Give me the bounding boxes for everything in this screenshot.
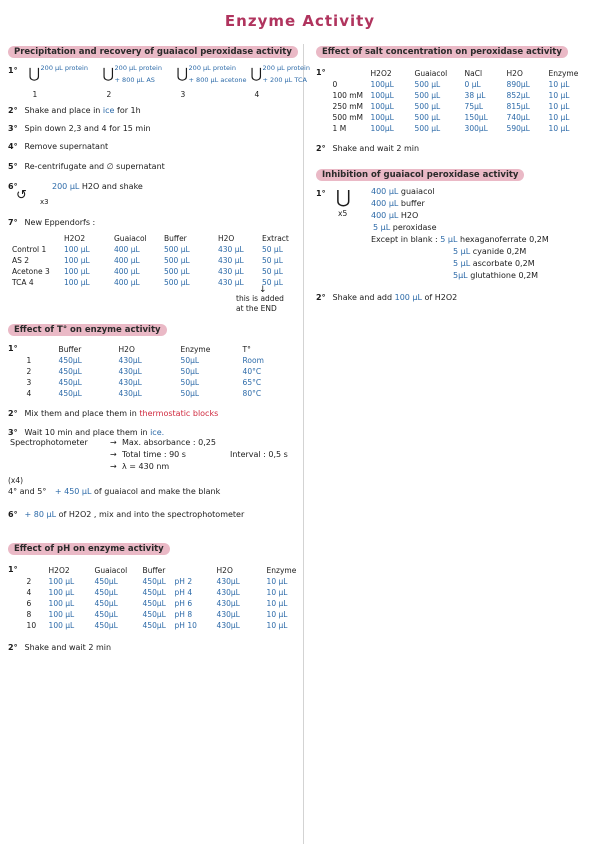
step-5: 5° Re-centrifugate and ∅ supernatant — [8, 162, 165, 171]
section-header-salt: Effect of salt concentration on peroxidase activity — [316, 46, 568, 58]
table-row: 1 450µL 430µL 50µL Room — [26, 356, 264, 365]
tube-label: 200 µL protein — [188, 64, 236, 72]
table-row: 250 mM 100µL 500 µL 75µL 815µL 10 µL — [332, 102, 570, 111]
list-item: 5 µL cyanide 0,2M — [453, 247, 527, 256]
reagent-list — [371, 187, 549, 283]
repeat-count: (x4) — [8, 476, 24, 485]
list-item: 5µL glutathione 0,2M — [453, 271, 539, 280]
tube-icon: ⋃ — [28, 66, 41, 82]
table-row: 2 450µL 430µL 50µL 40°C — [26, 367, 262, 376]
temp-step-4-5: 4° and 5° + 450 µL of guaiacol and make the blank — [8, 487, 221, 496]
table-row: 100 mM 100µL 500 µL 38 µL 852µL 10 µL — [332, 91, 570, 100]
salt-step-2: 2° Shake and wait 2 min — [316, 144, 420, 153]
salt-step-1: 1° H2O2 Guaiacol NaCl H2O Enzyme 0 100µL 500 µL 0 µL 890µL 10 µL 100 mM 100µL 500 µL 38 µL 852µL 10 µL 250 mM 100µL 500 µL 75µL 815µL 10 µL 500 mM 100µL 500 µL 150µL 740µL 10 µL 1 M 100µL 500 µL 300µL 590µL 10 µL — [316, 68, 579, 133]
arrow-right-icon: → — [110, 450, 117, 459]
list-item: 400 µL buffer — [371, 199, 425, 208]
table-row: AS 2 100 µL 400 µL 500 µL 430 µL 50 µL — [12, 256, 283, 265]
table-row: 2 100 µL 450µL 450µL pH 2 430µL 10 µL — [26, 577, 288, 586]
temp-step-1: 1° Buffer H2O Enzyme T° 1 450µL 430µL 50µL Room 2 450µL 430µL 50µL 40°C 3 450µL 430µL 50µL 65°C 4 450µL 430µL 50µL 80°C — [8, 344, 264, 398]
list-item: Except in blank : 5 µL hexaganoferrate 0,2M — [371, 235, 549, 244]
tube-icon: ⋃ — [102, 66, 115, 82]
table-row: TCA 4 100 µL 400 µL 500 µL 430 µL 50 µL — [12, 278, 283, 287]
list-item: 5 µL ascorbate 0,2M — [453, 259, 535, 268]
table-row: 8 100 µL 450µL 450µL pH 8 430µL 10 µL — [26, 610, 288, 619]
tube-number: 1 — [32, 90, 38, 99]
tube-number: 4 — [254, 90, 260, 99]
spectrophotometer-settings: Spectrophotometer → Max. absorbance : 0,25 → Total time : 90 s Interval : 0,5 s → λ = 430 nm — [10, 438, 288, 471]
loop-arrow-icon: ↺ — [16, 188, 27, 203]
step-4: 4° Remove supernatant — [8, 142, 109, 151]
ph-table: H2O2 Guaiacol Buffer H2O Enzyme 2 100 µL 450µL 450µL pH 2 430µL 10 µL 4 100 µL 450µL 450µL pH 4 430µL 10 µL 6 100 µL 450µL 450µL pH 6 430µL 10 µL 8 100 µL 450µL 450µL pH 8 430µL 10 µL 10 100 µL 450µL 450µL pH 10 430µL 10 µL — [26, 566, 297, 630]
temp-step-2: 2° Mix them and place them in thermostatic blocks — [8, 409, 219, 418]
tube-label: 200 µL protein — [40, 64, 88, 72]
tube-4 — [251, 64, 311, 102]
extract-note: ↓ this is added at the END — [236, 285, 284, 313]
temp-step-6: 6° + 80 µL of H2O2 , mix and into the spectrophotometer — [8, 510, 245, 519]
table-row: 4 100 µL 450µL 450µL pH 4 430µL 10 µL — [26, 588, 288, 597]
step-6: 6° ↺ 200 µL H2O and shake x3 — [8, 182, 143, 206]
section-header-inhibition: Inhibition of guaiacol peroxidase activity — [316, 169, 524, 181]
tube-1 — [29, 64, 89, 102]
column-divider — [303, 44, 304, 844]
tube-label: 200 µL protein — [262, 64, 310, 72]
table-row: 1 M 100µL 500 µL 300µL 590µL 10 µL — [332, 124, 570, 133]
tube-number: 2 — [106, 90, 112, 99]
left-column — [8, 46, 310, 652]
arrow-right-icon: → — [110, 438, 117, 447]
inhibition-step-1: 1° ⋃ x5 400 µL guaiacol 400 µL buffer 400 µL H2O 5 µL peroxidase Except in blank : 5 µL hexaganoferrate 0,2M 5 µL cyanide 0,2M 5 µL ascorbate 0,2M 5µL glutathione 0,2M — [316, 187, 594, 291]
tube-2 — [103, 64, 163, 102]
table-row: 500 mM 100µL 500 µL 150µL 740µL 10 µL — [332, 113, 570, 122]
section-header-precipitation: Precipitation and recovery of guaiacol peroxidase activity — [8, 46, 298, 58]
step-2: 2° Shake and place in ice for 1h — [8, 106, 141, 115]
tube-icon: ⋃ — [176, 66, 189, 82]
step-1-tubes — [8, 64, 310, 102]
tube-icon: ⋃ — [336, 187, 351, 208]
arrow-right-icon: → — [110, 462, 117, 471]
tube-label: 200 µL protein — [114, 64, 162, 72]
tube-3 — [176, 64, 247, 102]
tube-addition: + 200 µL TCA — [262, 76, 307, 84]
arrow-down-icon: ↓ — [259, 285, 267, 295]
right-column — [316, 46, 594, 302]
section-header-temperature: Effect of T° on enzyme activity — [8, 324, 167, 336]
list-item: 400 µL guaiacol — [371, 187, 435, 196]
table-header-row: H2O2 Guaiacol Buffer H2O Extract — [64, 234, 289, 243]
repeat-count: x3 — [40, 198, 49, 206]
step-7: 7° New Eppendorfs : — [8, 218, 96, 227]
section-header-ph: Effect of pH on enzyme activity — [8, 543, 170, 555]
table-row: Acetone 3 100 µL 400 µL 500 µL 430 µL 50 µL — [12, 267, 283, 276]
table-row: 0 100µL 500 µL 0 µL 890µL 10 µL — [332, 80, 570, 89]
temperature-table: Buffer H2O Enzyme T° 1 450µL 430µL 50µL Room 2 450µL 430µL 50µL 40°C 3 450µL 430µL 50µL 65°C 4 450µL 430µL 50µL 80°C — [26, 345, 264, 398]
list-item: 400 µL H2O — [371, 211, 419, 220]
repeat-count: x5 — [338, 209, 348, 218]
tube-addition: + 800 µL acetone — [188, 76, 247, 84]
ph-step-1: 1° H2O2 Guaiacol Buffer H2O Enzyme 2 100 µL 450µL 450µL pH 2 430µL 10 µL 4 100 µL 450µL 450µL pH 4 430µL 10 µL 6 100 µL 450µL 450µL pH 6 430µL 10 µL 8 100 µL 450µL 450µL pH 8 430µL 10 µL 10 100 µL 450µL 450µL pH 10 430µL 10 µL — [8, 565, 297, 630]
tube-icon: ⋃ — [250, 66, 263, 82]
table-row: 6 100 µL 450µL 450µL pH 6 430µL 10 µL — [26, 599, 288, 608]
tube-addition: + 800 µL AS — [114, 76, 155, 84]
salt-table: H2O2 Guaiacol NaCl H2O Enzyme 0 100µL 500 µL 0 µL 890µL 10 µL 100 mM 100µL 500 µL 38 µL 852µL 10 µL 250 mM 100µL 500 µL 75µL 815µL 10 µL 500 mM 100µL 500 µL 150µL 740µL 10 µL 1 M 100µL 500 µL 300µL 590µL 10 µL — [332, 69, 579, 133]
page-title: Enzyme Activity — [224, 12, 376, 30]
extract-table — [10, 233, 291, 288]
table-row: 4 450µL 430µL 50µL 80°C — [26, 389, 262, 398]
tube-number: 3 — [180, 90, 186, 99]
table-row: 10 100 µL 450µL 450µL pH 10 430µL 10 µL — [26, 621, 288, 630]
temp-step-3: 3° Wait 10 min and place them in ice. — [8, 428, 165, 437]
table-row: Control 1 100 µL 400 µL 500 µL 430 µL 50 µL — [12, 245, 283, 254]
step-number: 1° — [8, 66, 18, 75]
ph-step-2: 2° Shake and wait 2 min — [8, 643, 112, 652]
step-3: 3° Spin down 2,3 and 4 for 15 min — [8, 124, 151, 133]
inhibition-step-2: 2° Shake and add 100 µL of H2O2 — [316, 293, 458, 302]
list-item: 5 µL peroxidase — [373, 223, 437, 232]
table-row: 3 450µL 430µL 50µL 65°C — [26, 378, 262, 387]
